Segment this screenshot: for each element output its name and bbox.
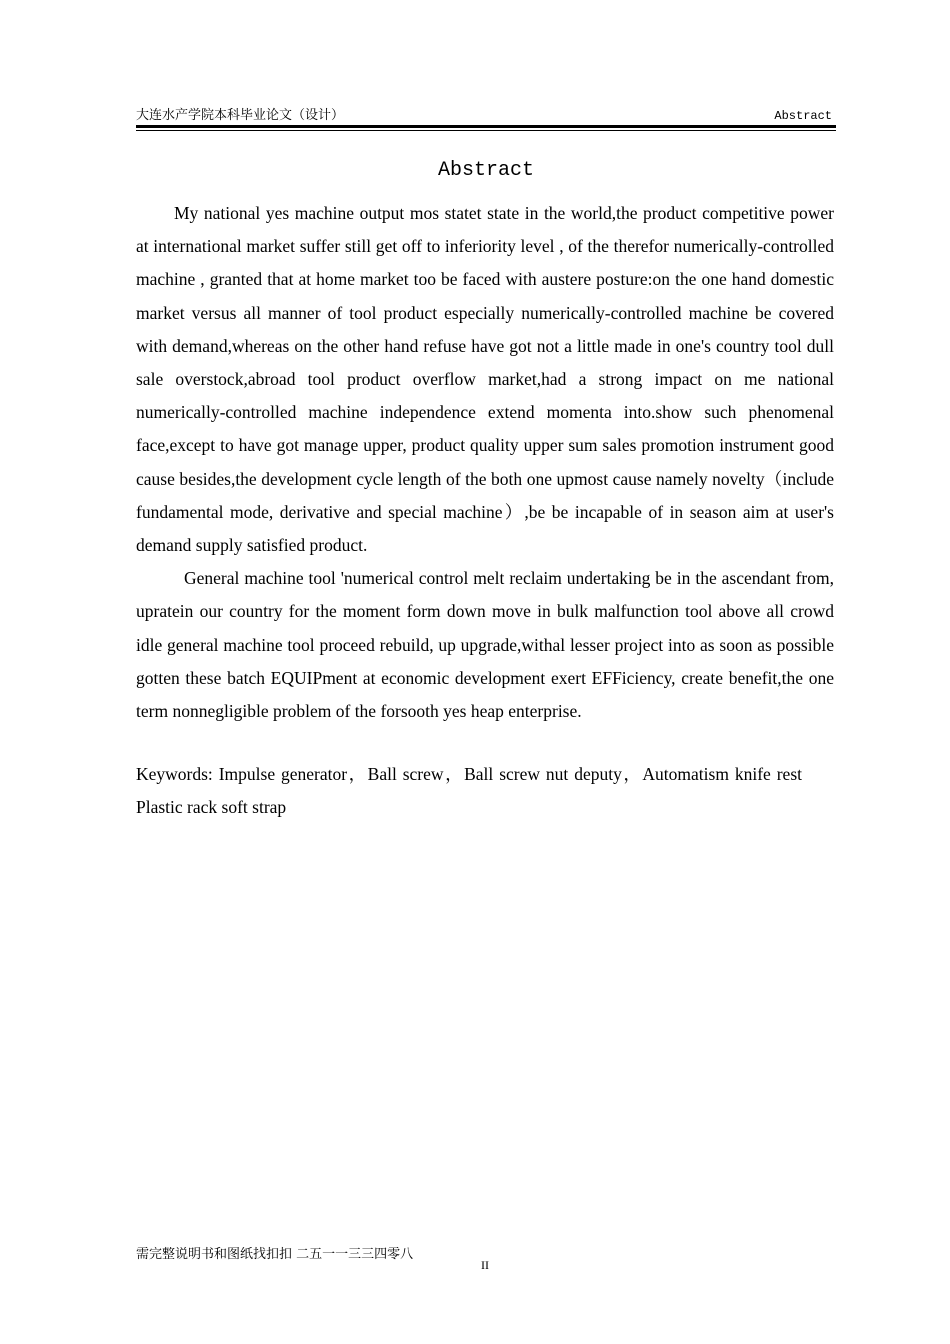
keywords-text-continued: Plastic rack soft strap (136, 797, 287, 818)
header-rule-thick (136, 125, 836, 128)
keywords-text: Keywords: Impulse generator，Ball screw，Ball screw nut deputy，Automatism knife rest (136, 764, 802, 785)
footer-contact-note: 需完整说明书和图纸找扣扣 二五一一三三四零八 (136, 1247, 414, 1262)
abstract-paragraph-2: General machine tool 'numerical control melt reclaim undertaking be in the ascendant from, upratein our country for the moment form down move in bulk malfunction tool above all crowd idle general machine tool proceed rebuild, up upgrade,withal lesser project into as soon as possible gotten these batch EQUIPment at economic development exert EFFiciency, create benefit,the one term nonnegligible problem of the forsooth yes heap enterprise. (136, 568, 834, 722)
page-title: Abstract (437, 159, 534, 182)
abstract-body (136, 197, 834, 825)
page-number: II (481, 1258, 489, 1272)
keywords-line (136, 758, 834, 824)
header-rule-thin (136, 130, 836, 131)
page-header (136, 107, 836, 127)
header-section-title: Abstract (774, 109, 832, 123)
header-institution-title: 大连水产学院本科毕业论文（设计） (136, 108, 345, 123)
abstract-paragraph-1: My national yes machine output mos statet state in the world,the product competitive power at international market suffer still get off to inferiority level , of the therefor numerically-controlled machine , granted that at home market too be faced with austere posture:on the one hand domestic market versus all manner of tool product especially numerically-controlled machine be covered with demand,whereas on the other hand refuse have got not a little made in one's country tool dull sale overstock,abroad tool product overflow market,had a strong impact on me national numerically-controlled machine independence extend momenta into.show such phenomenal face,except to have got manage upper, product quality upper sum sales promotion instrument good cause besides,the development cycle length of the both one upmost cause namely novelty（include fundamental mode, derivative and special machine）,be be incapable of in season aim at user's demand supply satisfied product. (136, 203, 834, 556)
